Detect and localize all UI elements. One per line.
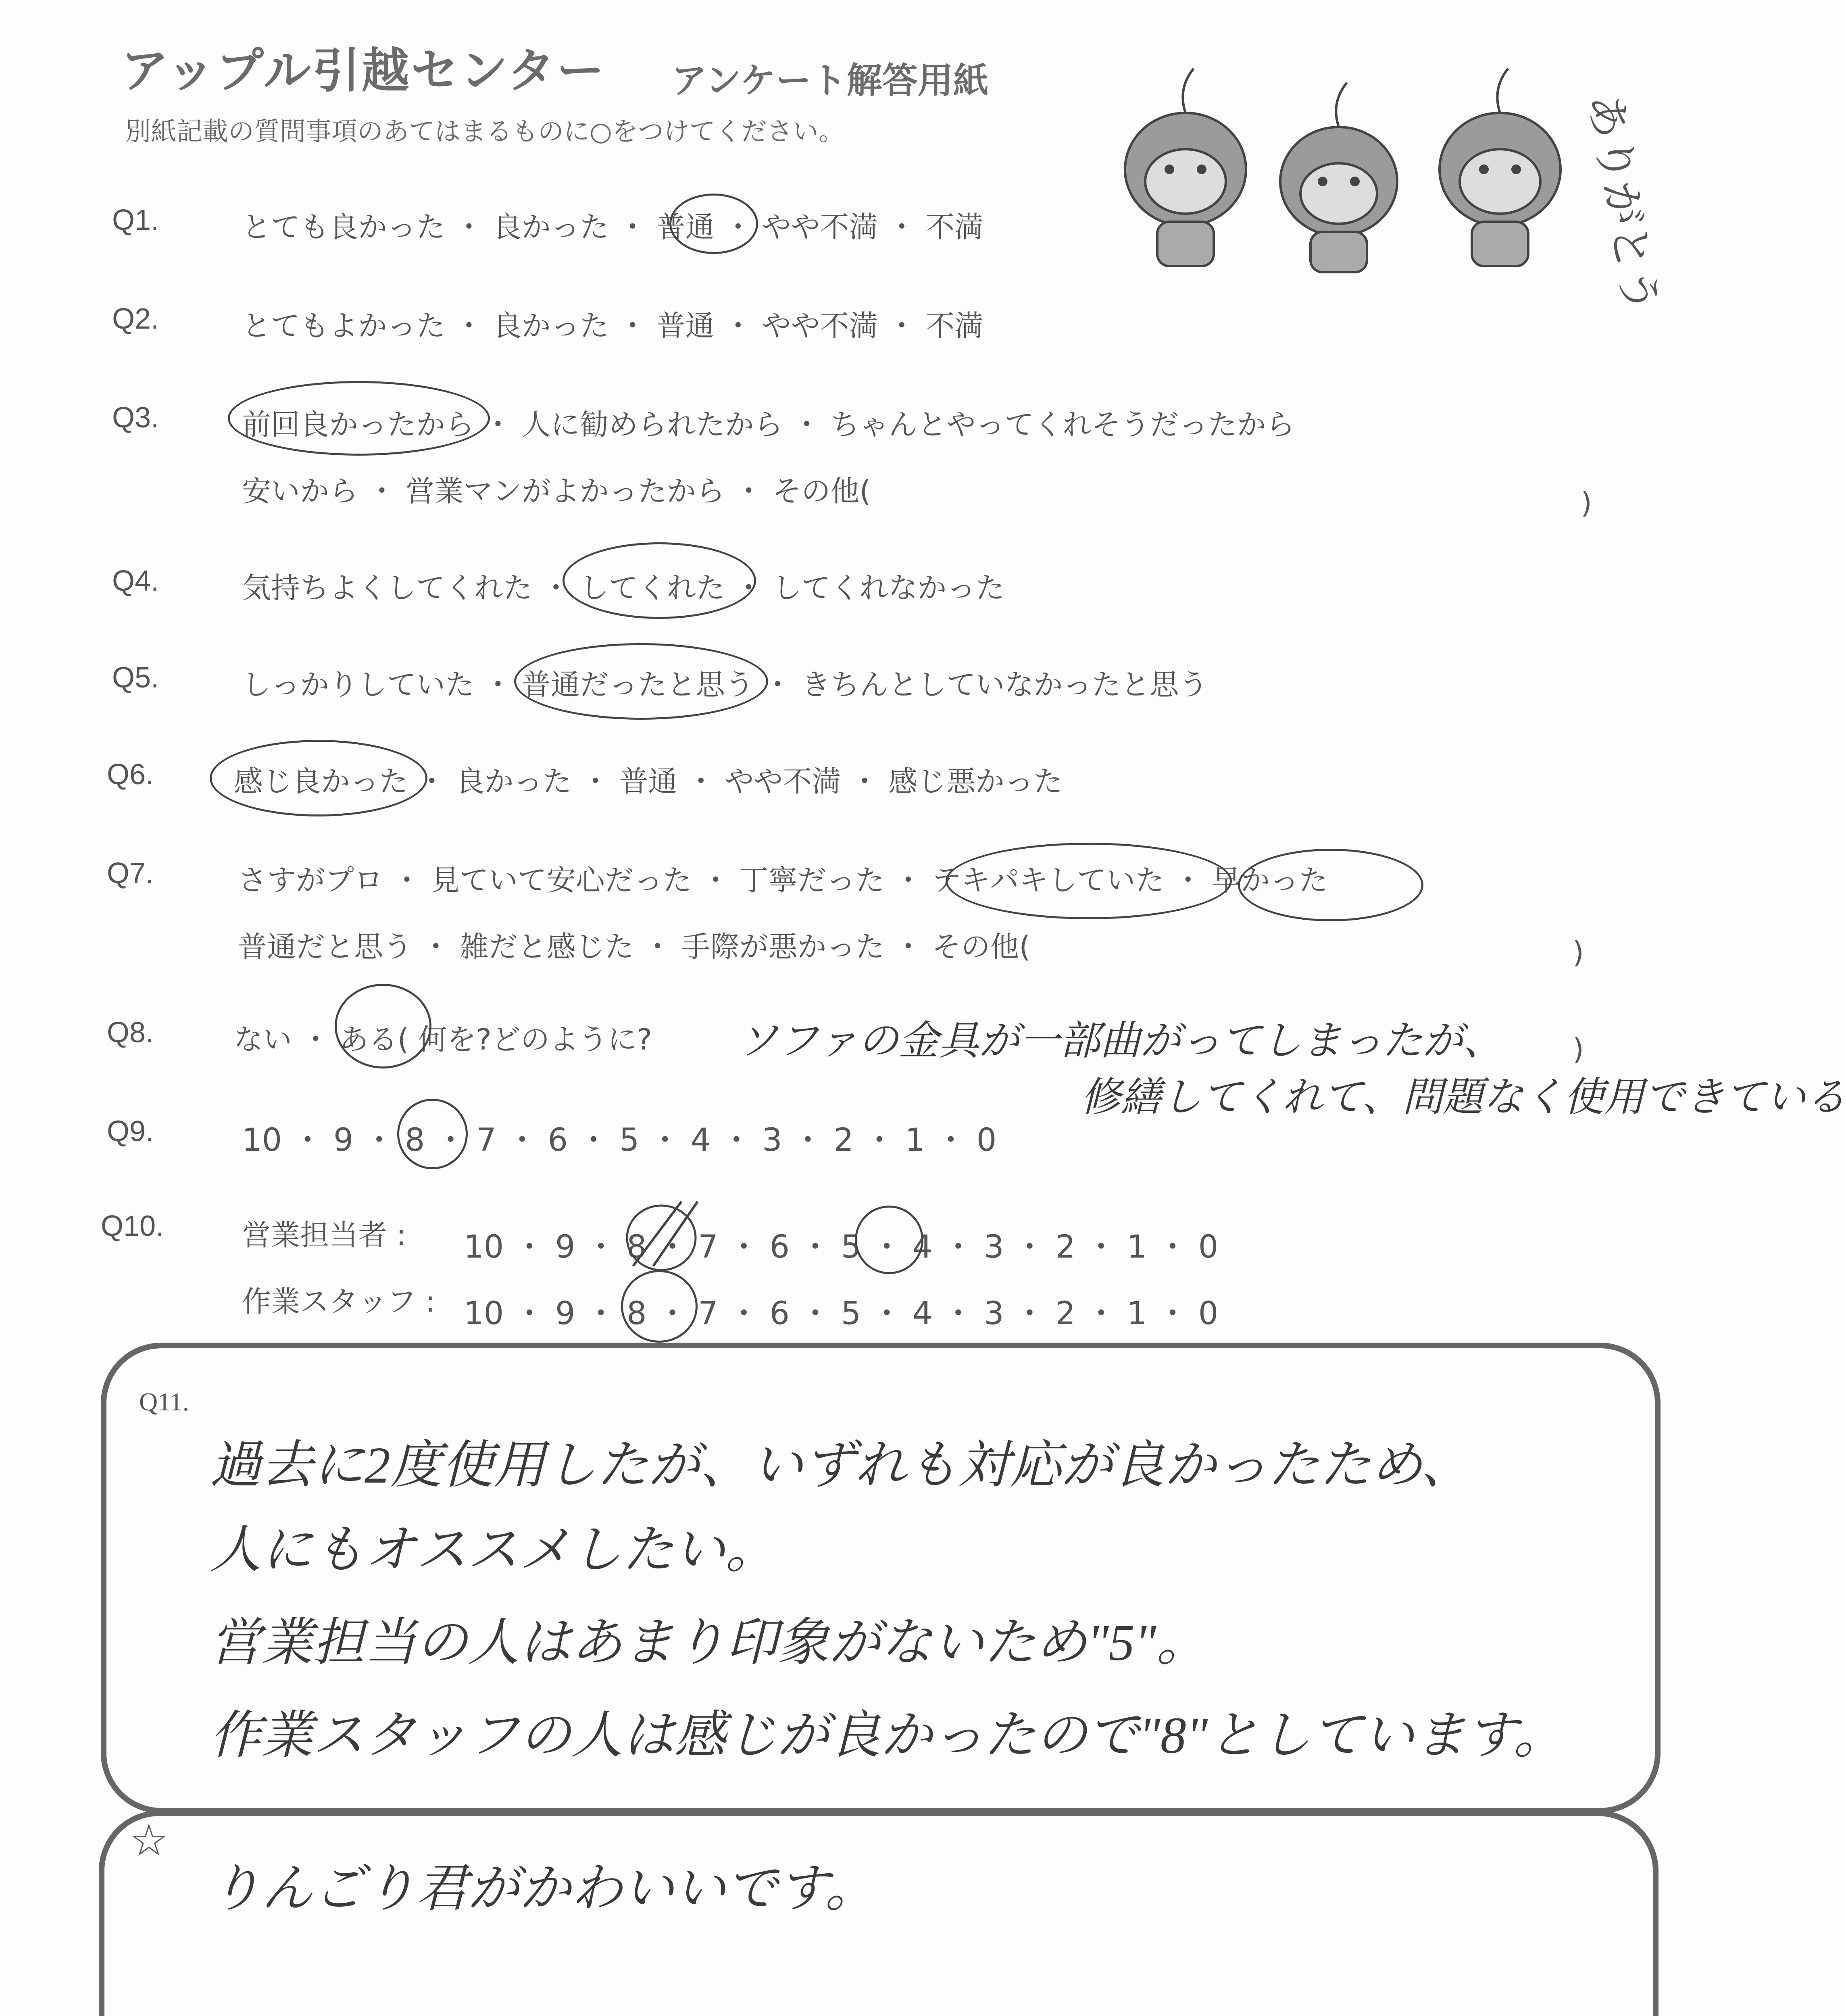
- q8-options: ない ・ ある( 何を?どのように?: [234, 1023, 652, 1056]
- q8-circle-mark: [335, 984, 431, 1068]
- q11-label: Q11.: [139, 1387, 189, 1416]
- q1-circle-mark: [669, 194, 758, 254]
- q10-sales-label: 営業担当者 :: [242, 1218, 406, 1252]
- q11-line-2: 人にもオススメしたい。: [210, 1521, 777, 1579]
- q10-sales-circle-mark: [855, 1206, 923, 1274]
- q7-label: Q7.: [107, 857, 154, 889]
- q10-sales-cross-mark: [617, 1189, 706, 1278]
- q5-label: Q5.: [112, 662, 159, 694]
- q3-label: Q3.: [112, 402, 159, 434]
- q9-scale: 10 ・ 9 ・ 8 ・ 7 ・ 6 ・ 5 ・ 4 ・ 3 ・ 2 ・ 1 ・ 0: [242, 1122, 997, 1158]
- q5-options: しっかりしていた ・ 普通だったと思う ・ きちんとしていなかったと思う: [242, 668, 1208, 702]
- q10-staff-label: 作業スタッフ :: [242, 1285, 435, 1318]
- q4-circle-mark: [563, 542, 756, 619]
- q10-staff-circle-mark: [621, 1270, 698, 1343]
- q1-label: Q1.: [112, 204, 159, 236]
- q7-options-line1: さすがプロ ・ 見ていて安心だった ・ 丁寧だった ・ テキパキしていた ・ 早かった: [238, 863, 1328, 897]
- q9-label: Q9.: [107, 1115, 154, 1148]
- q2-options: とてもよかった ・ 良かった ・ 普通 ・ やや不満 ・ 不満: [242, 309, 984, 343]
- form-subtitle: アンケート解答用紙: [671, 60, 989, 101]
- q3-circle-mark: [228, 381, 490, 456]
- q8-handwritten-answer-2: 修繕してくれて、問題なく使用できている: [1081, 1075, 1846, 1120]
- q11-line-3: 営業担当の人はあまり印象がないため"5"。: [210, 1614, 1208, 1671]
- q11-line-4: 作業スタッフの人は感じが良かったので"8"としています。: [210, 1707, 1565, 1764]
- star-icon: ☆: [129, 1814, 169, 1866]
- q7-close-paren: ): [1573, 935, 1584, 969]
- q8-label: Q8.: [107, 1016, 154, 1049]
- mascot-illustration: [1113, 48, 1668, 317]
- q7-circle-mark-1: [946, 843, 1232, 919]
- q1-options: とても良かった ・ 良かった ・ 普通 ・ やや不満 ・ 不満: [242, 210, 984, 244]
- q10-sales-scale: 10 ・ 9 ・ 8 ・ 7 ・ 6 ・ 5 ・ 4 ・ 3 ・ 2 ・ 1 ・ 0: [464, 1229, 1219, 1265]
- q2-label: Q2.: [112, 303, 159, 335]
- form-title: アップル引越センター: [121, 43, 606, 98]
- q8-handwritten-answer: ソファの金具が一部曲がってしまったが、: [738, 1018, 1503, 1063]
- q3-close-paren: ): [1581, 486, 1592, 520]
- q6-circle-mark: [210, 740, 427, 816]
- q10-staff-scale: 10 ・ 9 ・ 8 ・ 7 ・ 6 ・ 5 ・ 4 ・ 3 ・ 2 ・ 1 ・ 0: [464, 1295, 1219, 1332]
- q6-label: Q6.: [107, 758, 154, 791]
- q11-line-1: 過去に2度使用したが、いずれも対応が良かったため、: [210, 1437, 1472, 1494]
- thanks-badge-text: ありがとう: [1578, 90, 1668, 317]
- q4-options: 気持ちよくしてくれた ・ してくれた ・ してくれなかった: [242, 571, 1005, 605]
- q7-circle-mark-2: [1238, 849, 1423, 921]
- star-box-text: りんごり君がかわいいです。: [210, 1860, 877, 1917]
- q9-circle-mark: [397, 1099, 468, 1169]
- instruction-text: 別紙記載の質問事項のあてはまるものに○をつけてください。: [125, 117, 844, 147]
- q5-circle-mark: [514, 643, 768, 720]
- q7-options-line2: 普通だと思う ・ 雑だと感じた ・ 手際が悪かった ・ その他(: [238, 930, 1031, 964]
- q3-options-line2: 安いから ・ 営業マンがよかったから ・ その他(: [242, 474, 871, 508]
- q6-options: 感じ良かった ・ 良かった ・ 普通 ・ やや不満 ・ 感じ悪かった: [234, 764, 1063, 798]
- q10-label: Q10.: [101, 1210, 164, 1242]
- q4-label: Q4.: [112, 565, 159, 597]
- q3-options-line1: 前回良かったから ・ 人に勧められたから ・ ちゃんとやってくれそうだったから: [242, 408, 1295, 442]
- q8-close-paren: ): [1573, 1032, 1584, 1066]
